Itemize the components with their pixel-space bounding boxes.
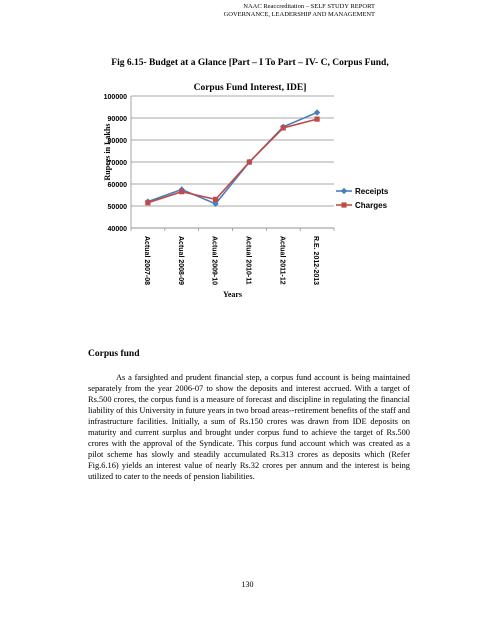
data-point-charges <box>247 159 252 164</box>
header-line-1: NAAC Reaccreditation – SELF STUDY REPORT <box>243 3 375 10</box>
y-tick-label: 80000 <box>107 138 127 145</box>
budget-line-chart <box>0 0 495 300</box>
y-tick-label: 60000 <box>107 182 127 189</box>
x-tick-label: Actual 2009-10 <box>210 236 218 286</box>
data-point-charges <box>179 189 184 194</box>
data-point-charges <box>314 117 319 122</box>
x-tick-label: Actual 2007-08 <box>142 236 150 286</box>
legend-marker <box>341 188 347 194</box>
x-tick-label: Actual 2011-12 <box>278 236 286 285</box>
y-tick-label: 40000 <box>107 226 127 233</box>
data-point-charges <box>145 200 150 205</box>
y-tick-label: 100000 <box>103 94 127 101</box>
x-tick-label: R.E. 2012-2013 <box>312 236 320 286</box>
y-tick-label: 70000 <box>107 160 127 167</box>
y-axis-label: Rupees in Lakhs <box>103 123 112 181</box>
header-line-2: GOVERNANCE, LEADERSHIP AND MANAGEMENT <box>223 11 375 18</box>
section-paragraph: As a farsighted and prudent financial step, a corpus fund account is being maintained separately from the year 2006-07 to show the deposits and interest accrued. With a target of Rs.500 crores, the corpus fund is a measure of forecast and discipline in regulating the financial liability of this University in future years in two broad areas--retirement benefits of the staff and infrastructure facilities. Initially, a sum of Rs.150 crores was drawn from IDE deposits on maturity and current surplus and brought under corpus fund to achieve the target of Rs.500 crores with the approval of the Syndicate. This corpus fund account which was created as a pilot scheme has slowly and steadily accumulated Rs.313 crores as deposits which (Refer Fig.6.16) yields an interest value of nearly Rs.32 crores per annum and the interest is being utilized to cater to the needs of pension liabilities. <box>88 373 410 481</box>
x-tick-label: Actual 2008-09 <box>176 236 184 286</box>
figure-title-line-2: Corpus Fund Interest, IDE] <box>193 83 307 93</box>
y-tick-label: 50000 <box>107 204 127 211</box>
data-point-receipts <box>314 109 320 115</box>
y-tick-label: 90000 <box>107 116 127 123</box>
data-point-charges <box>213 197 218 202</box>
section-heading: Corpus fund <box>88 349 140 359</box>
legend-marker <box>341 202 346 207</box>
page-number: 130 <box>241 580 254 589</box>
figure-title-line-1: Fig 6.15- Budget at a Glance [Part – I To Part – IV- C, Corpus Fund, <box>111 58 389 68</box>
legend-label: Receipts <box>355 187 389 196</box>
x-tick-label: Actual 2010-11 <box>244 236 252 285</box>
legend-label: Charges <box>355 201 388 210</box>
series-line-charges <box>148 119 317 203</box>
data-point-charges <box>281 125 286 130</box>
x-axis-label: Years <box>222 290 243 299</box>
